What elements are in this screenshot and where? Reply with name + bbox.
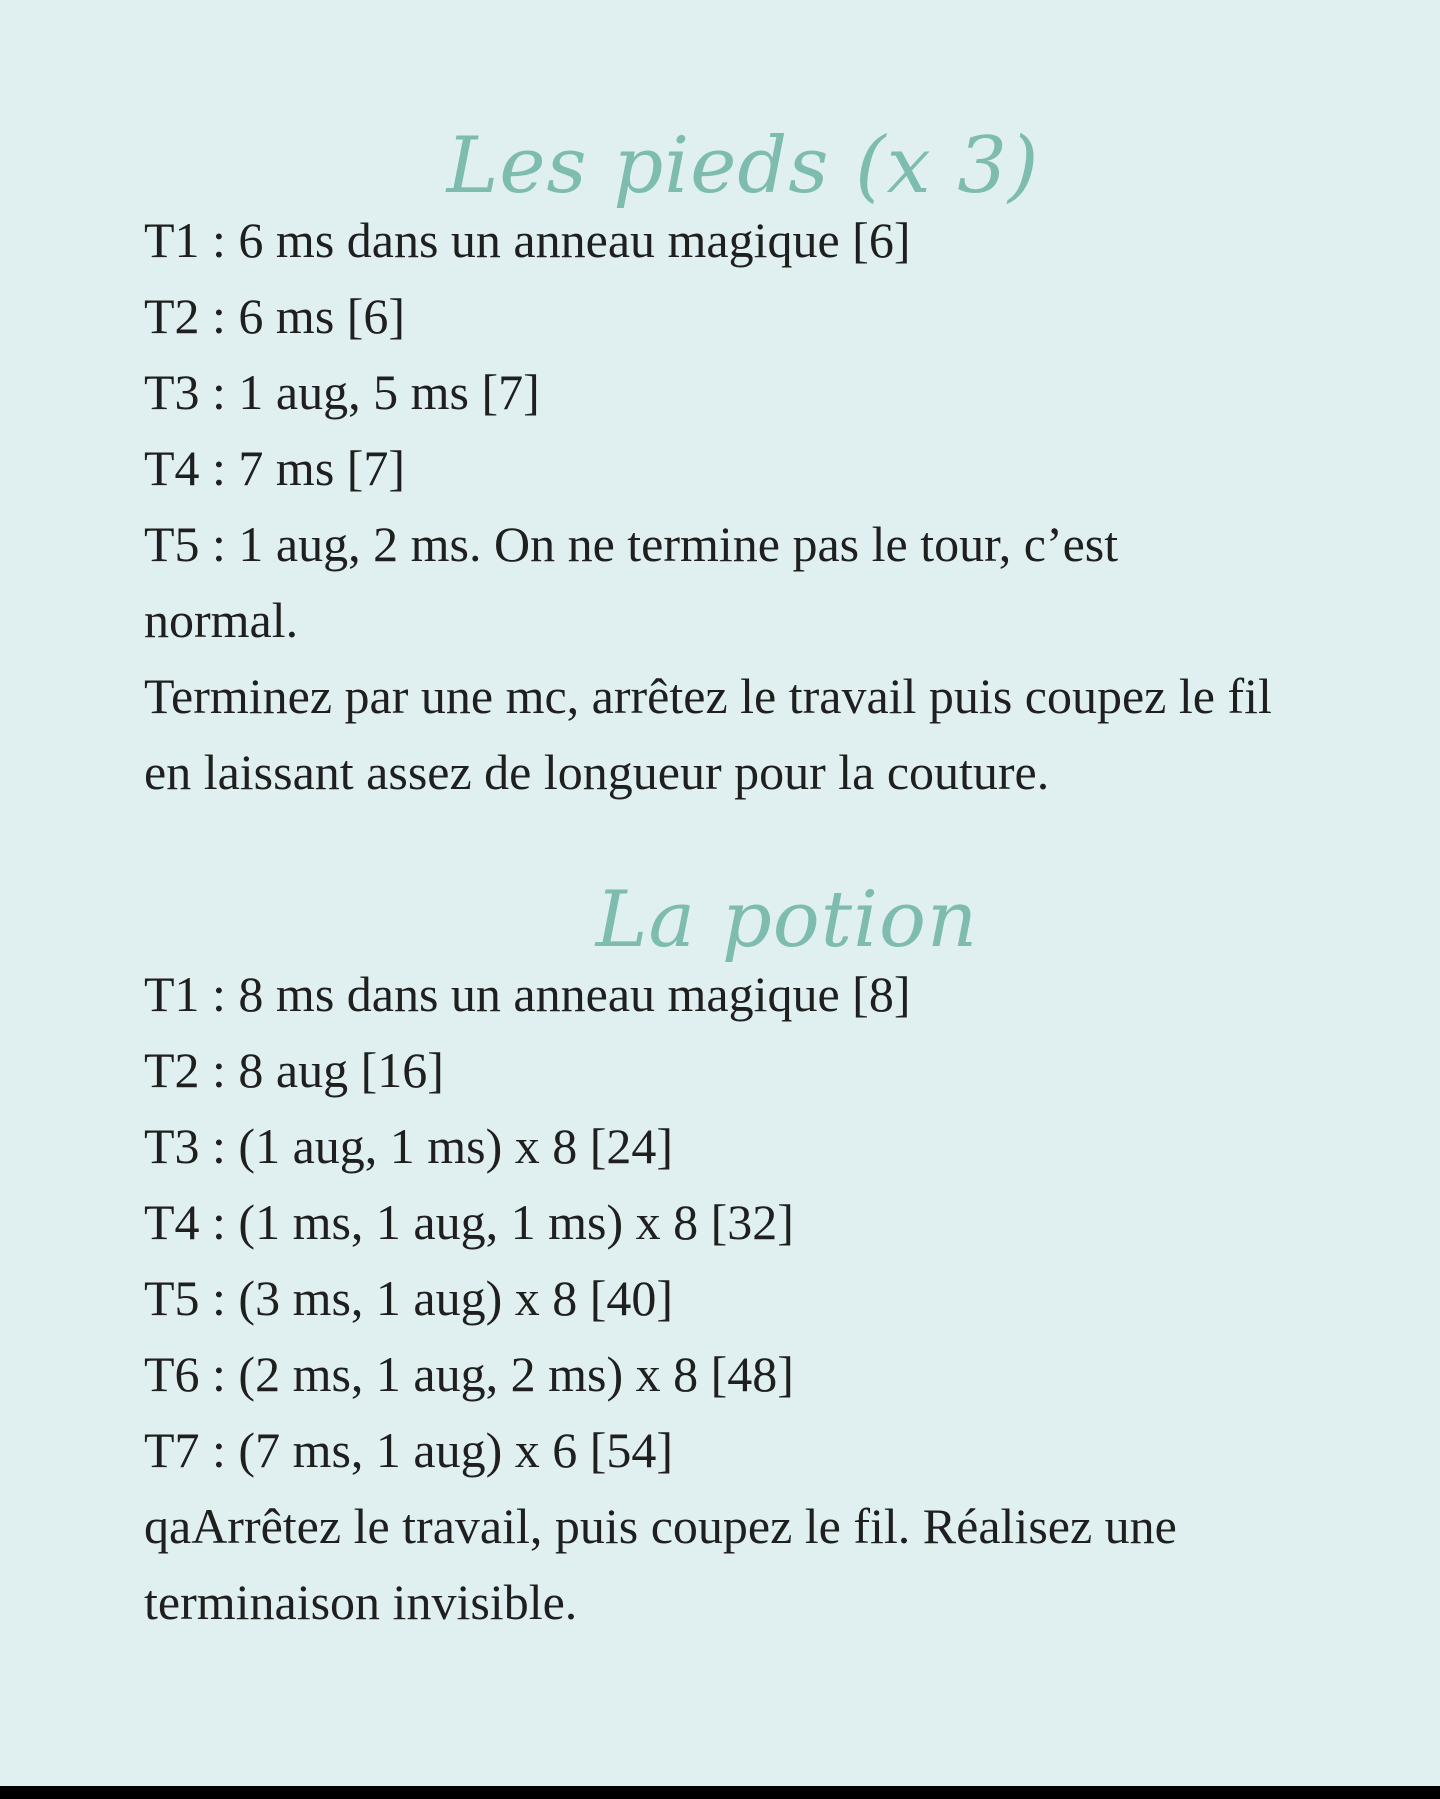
round-line: T7 : (7 ms, 1 aug) x 6 [54] xyxy=(144,1422,674,1478)
round-line: T2 : 8 aug [16] xyxy=(144,1042,444,1098)
round-line: T6 : (2 ms, 1 aug, 2 ms) x 8 [48] xyxy=(144,1346,794,1402)
round-line: T4 : (1 ms, 1 aug, 1 ms) x 8 [32] xyxy=(144,1194,794,1250)
round-line: T5 : (3 ms, 1 aug) x 8 [40] xyxy=(144,1270,674,1326)
round-line: T1 : 6 ms dans un anneau magique [6] xyxy=(144,212,911,268)
section-potion xyxy=(144,872,1304,1640)
finishing-instructions: Terminez par une mc, arrêtez le travail puis coupez le fil en laissant assez de longueur pour la couture. xyxy=(144,668,1272,800)
section-title-feet: Les pieds (x 3) xyxy=(446,121,1040,211)
round-line: T3 : 1 aug, 5 ms [7] xyxy=(144,364,540,420)
round-line: T1 : 8 ms dans un anneau magique [8] xyxy=(144,966,911,1022)
round-line: T4 : 7 ms [7] xyxy=(144,440,406,496)
round-line: T2 : 6 ms [6] xyxy=(144,288,406,344)
round-line: T3 : (1 aug, 1 ms) x 8 [24] xyxy=(144,1118,674,1174)
round-paragraph: T5 : 1 aug, 2 ms. On ne termine pas le tour, c’est normal. xyxy=(144,516,1119,648)
section-title-potion: La potion xyxy=(595,875,979,965)
bottom-bar xyxy=(0,1786,1440,1799)
finishing-instructions: qaArrêtez le travail, puis coupez le fil. Réalisez une terminaison invisible. xyxy=(144,1498,1177,1630)
section-feet xyxy=(144,118,1304,810)
